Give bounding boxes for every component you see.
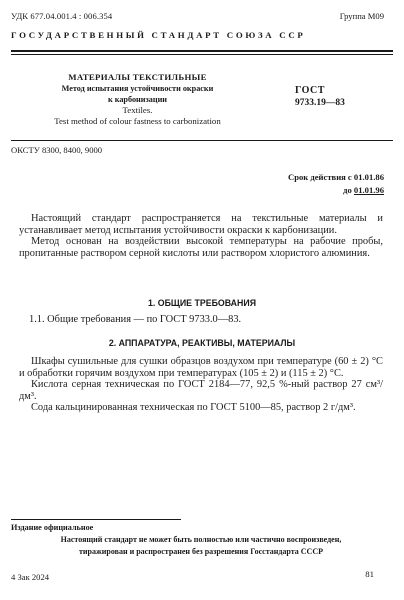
document-title	[15, 72, 260, 127]
gost-label: ГОСТ	[295, 85, 325, 96]
page-number: 81	[365, 569, 374, 579]
okstu-codes: ОКСТУ 8300, 8400, 9000	[11, 145, 103, 155]
validity-from-date: 01.01.86	[353, 172, 384, 182]
gost-designation	[295, 84, 345, 110]
section2-body	[19, 356, 383, 414]
validity-from-label: Срок действия с	[288, 172, 352, 182]
validity-to-label: до	[343, 185, 352, 195]
intro-paragraph-scope: Настоящий стандарт распространяется на текстильные материалы и устанавливает метод испытания устойчивости окраски к карбонизации.	[19, 213, 383, 236]
official-edition-label: Издание официальное	[11, 523, 94, 532]
gost-number: 9733.19—83	[295, 98, 345, 108]
footer-rule	[11, 519, 181, 520]
validity-to-date: 01.01.96	[353, 185, 384, 195]
title-en-line2: Test method of colour fastness to carbonization	[54, 116, 221, 126]
udk-code: УДК 677.04.001.4 : 006.354	[11, 11, 113, 21]
reagent-sulfuric-acid: Кислота серная техническая по ГОСТ 2184—77, 92,5 %-ный раствор 27 см³/дм³.	[19, 379, 383, 402]
notice-line1: Настоящий стандарт не может быть полностью или частично воспроизведен,	[60, 535, 342, 544]
intro-section	[19, 213, 383, 259]
reagent-soda: Сода кальцинированная техническая по ГОСТ 5100—85, раствор 2 г/дм³.	[31, 402, 356, 414]
copyright-notice	[11, 534, 391, 558]
validity-period	[288, 171, 384, 197]
group-code: Группа М09	[339, 11, 384, 21]
section2-heading: 2. АППАРАТУРА, РЕАКТИВЫ, МАТЕРИАЛЫ	[108, 338, 296, 348]
validity-to	[288, 184, 384, 197]
title-sub-line1: Метод испытания устойчивости окраски	[61, 84, 214, 93]
clause-1-1: 1.1. Общие требования — по ГОСТ 9733.0—83.	[29, 314, 242, 325]
header-rule-thin	[11, 54, 393, 55]
title-sub-line2: к карбонизации	[107, 95, 168, 104]
state-standard-heading: ГОСУДАРСТВЕННЫЙ СТАНДАРТ СОЮЗА ССР	[11, 30, 306, 40]
order-number: 4 Зак 2024	[11, 572, 50, 582]
equipment-ovens: Шкафы сушильные для сушки образцов воздухом при температуре (60 ± 2) °С и обработки горячим воздухом при температурах (105 ± 2) и (115 ± 2) °С.	[19, 356, 383, 379]
title-main: МАТЕРИАЛЫ ТЕКСТИЛЬНЫЕ	[68, 72, 207, 82]
header-rule-thick	[11, 50, 393, 52]
section1-heading: 1. ОБЩИЕ ТРЕБОВАНИЯ	[147, 298, 257, 308]
validity-from	[288, 171, 384, 184]
title-en-line1: Textiles.	[122, 105, 153, 115]
title-rule	[11, 140, 393, 141]
intro-paragraph-method: Метод основан на воздействии высокой температуры на рабочие пробы, пропитанные раствором серной кислоты или раствором хлористого алюминия.	[19, 236, 383, 259]
notice-line2: тиражирован и распространен без разрешения Госстандарта СССР	[79, 547, 323, 556]
